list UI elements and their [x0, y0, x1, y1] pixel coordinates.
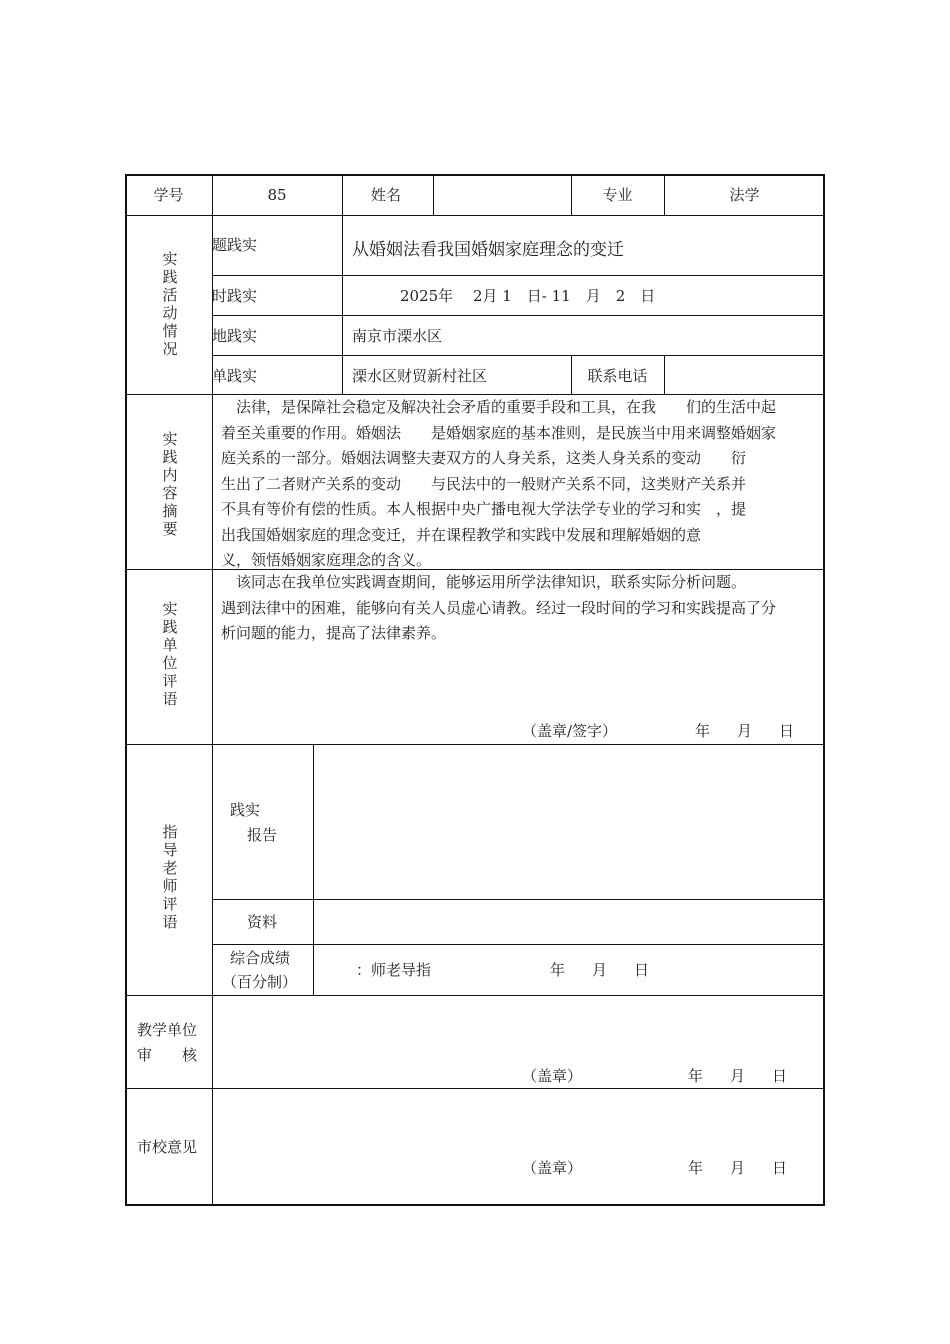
time-value: 2025年 2月 1 日- 11 月 2 日 — [400, 287, 656, 305]
summary-line: 义，领悟婚姻家庭理念的含义。 — [221, 551, 432, 569]
major-value: 法学 — [729, 186, 760, 204]
unit-month: 月 — [737, 722, 753, 740]
teacher-day: 日 — [634, 961, 650, 979]
topic-value: 从婚姻法看我国婚姻家庭理念的变迁 — [352, 240, 624, 260]
major-label: 专业 — [602, 186, 633, 204]
score-label: 综合成绩 — [230, 949, 291, 967]
school-day: 日 — [772, 1159, 788, 1177]
teacher-year: 年 — [550, 961, 566, 979]
place-value: 南京市溧水区 — [352, 327, 443, 345]
report-label: 践实 — [230, 801, 261, 819]
phone-label: 联系电话 — [587, 367, 648, 385]
school-month: 月 — [730, 1159, 746, 1177]
teaching-unit-day: 日 — [772, 1067, 788, 1085]
divider — [212, 899, 825, 900]
school-label: 市校意见 — [137, 1138, 198, 1156]
summary-line: 出我国婚姻家庭的理念变迁，并在课程教学和实践中发展和理解婚姻的意 — [221, 525, 702, 544]
unit-day: 日 — [779, 722, 795, 740]
summary-line: 不具有等价有偿的性质。本人根据中央广播电视大学法学专业的学习和实 ，提 — [221, 500, 747, 518]
divider — [342, 174, 343, 215]
divider — [125, 995, 825, 996]
divider — [212, 275, 825, 276]
material-label: 资料 — [247, 913, 278, 931]
student-id-value: 85 — [267, 186, 287, 204]
divider — [313, 744, 314, 995]
teacher-signature-label: ：师老导指 — [356, 961, 432, 979]
time-label: 时践实 — [212, 287, 258, 305]
divider — [125, 1088, 825, 1089]
unit-label: 单践实 — [212, 367, 258, 385]
report-label: 报告 — [247, 826, 278, 844]
teaching-unit-year: 年 — [688, 1067, 704, 1085]
summary-line: 生出了二者财产关系的变动 与民法中的一般财产关系不同，这类财产关系并 — [221, 474, 747, 493]
divider — [664, 355, 665, 394]
divider — [433, 174, 434, 215]
divider — [125, 744, 825, 745]
score-label: （百分制） — [222, 973, 298, 991]
summary-line: 法律，是保障社会稳定及解决社会矛盾的重要手段和工具，在我 们的生活中起 — [221, 398, 777, 416]
unit-stamp: （盖章/签字） — [522, 722, 618, 740]
unit-comment-line: 析问题的能力，提高了法律素养。 — [221, 624, 447, 642]
divider — [212, 315, 825, 316]
teaching-unit-month: 月 — [730, 1067, 746, 1085]
student-id-label: 学号 — [153, 186, 184, 204]
summary-section-label: 实践内容摘要 — [162, 430, 178, 538]
divider — [212, 355, 825, 356]
unit-comment-line: 该同志在我单位实践调查期间，能够运用所学法律知识，联系实际分析问题。 — [221, 573, 747, 591]
teacher-month: 月 — [592, 961, 608, 979]
teaching-unit-label: 教学单位 — [137, 1021, 198, 1039]
teaching-unit-label: 审 核 — [137, 1046, 198, 1064]
unit-year: 年 — [695, 722, 711, 740]
name-label: 姓名 — [371, 186, 402, 204]
divider — [212, 944, 825, 945]
summary-line: 庭关系的一部分。婚姻法调整夫妻双方的人身关系，这类人身关系的变动 衍 — [221, 449, 747, 467]
unit-comment-text — [221, 570, 821, 647]
teaching-unit-stamp: （盖章） — [522, 1067, 583, 1085]
teacher-section-label: 指导老师评语 — [162, 823, 178, 931]
divider — [125, 215, 825, 216]
summary-text — [221, 395, 821, 574]
topic-label: 题践实 — [212, 236, 258, 254]
activity-section-label: 实践活动情况 — [162, 250, 178, 358]
school-year: 年 — [688, 1159, 704, 1177]
place-label: 地践实 — [212, 327, 258, 345]
school-stamp: （盖章） — [522, 1159, 583, 1177]
summary-line: 着至关重要的作用。婚姻法 是婚姻家庭的基本准则，是民族当中用来调整婚姻家 — [221, 423, 777, 442]
divider — [342, 215, 343, 394]
unit-value: 溧水区财贸新村社区 — [352, 367, 488, 385]
unit-comment-section-label: 实践单位评语 — [162, 600, 178, 708]
unit-comment-line: 遇到法律中的困难，能够向有关人员虚心请教。经过一段时间的学习和实践提高了分 — [221, 598, 777, 617]
